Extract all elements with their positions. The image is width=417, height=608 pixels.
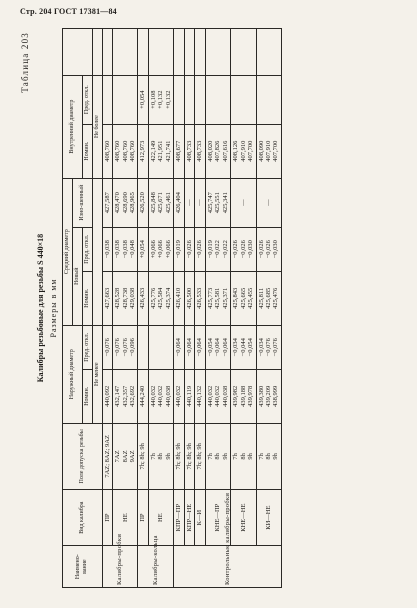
note-blank-md: [92, 178, 102, 325]
cell-od-nom: 439,982 439,188 439,978: [231, 369, 256, 423]
cell-md-worn: 426,404: [174, 178, 184, 227]
col-inner-diameter: Внутренний диаметр: [63, 75, 83, 178]
cell-od-nom: 440,032 440,032 440,038: [148, 369, 173, 423]
cell-spacer: [148, 29, 173, 76]
cell-type: КНЕ—НЕ: [231, 489, 256, 545]
table-row: [148, 29, 173, 588]
col-md-otkl: Пред. откл.: [82, 227, 92, 271]
col-id-nominal: Номин.: [82, 124, 92, 178]
group-label: Калибры-пробки: [102, 546, 138, 588]
cell-tol: 7h 8h 9h: [256, 423, 281, 489]
group-label: Калибры-кольца: [138, 546, 174, 588]
col-outer-diameter: Наружный диаметр: [63, 325, 83, 423]
units-caption: Размеры в мм: [49, 278, 58, 338]
col-od-otkl: Пред. откл.: [82, 325, 92, 369]
cell-md-nom: 428,528 428,738 429,038: [113, 271, 138, 325]
cell-tol: 7AZ 8AZ 9AZ: [113, 423, 138, 489]
cell-od-otkl: −0,064: [184, 325, 194, 369]
col-gauge-type: Вид калибра: [63, 489, 103, 545]
cell-spacer: [184, 29, 194, 76]
cell-type: ПР: [138, 489, 148, 545]
cell-type: НЕ: [148, 489, 173, 545]
cell-id-nom: 422,149 421,951 421,741: [148, 124, 173, 178]
cell-spacer: [174, 29, 184, 76]
cell-id-nom: 408,677: [174, 124, 184, 178]
table-row: [184, 29, 194, 588]
cell-id-otkl: +0,054: [138, 75, 148, 124]
cell-md-nom: 425,811 425,685 425,476: [256, 271, 281, 325]
note-not-more-id: Не более: [92, 75, 102, 178]
table-row: [256, 29, 281, 588]
cell-od-otkl: −0,064: [195, 325, 205, 369]
cell-md-worn: —: [184, 178, 194, 227]
cell-md-worn: 427,587: [102, 178, 112, 227]
cell-md-otkl: +0,066 +0,066 +0,066: [148, 227, 173, 271]
cell-type: КПР—НЕ: [184, 489, 194, 545]
cell-md-nom: 425,776 425,584 425,374: [148, 271, 173, 325]
table-row: [231, 29, 256, 588]
col-od-nominal: Номин.: [82, 369, 92, 423]
cell-md-worn: 425,747 425,551 425,341: [205, 178, 230, 227]
cell-od-nom: 439,380 439,209 438,999: [256, 369, 281, 423]
cell-md-otkl: −0,038: [102, 227, 112, 271]
cell-spacer: [102, 29, 112, 76]
cell-id-nom: 408,733: [195, 124, 205, 178]
cell-type: КИ—НЕ: [256, 489, 281, 545]
cell-tol: 7h; 8h; 9h: [174, 423, 184, 489]
cell-md-otkl: −0,019: [174, 227, 184, 271]
col-id-otkl: Пред. откл.: [82, 75, 92, 124]
cell-md-nom: 427,663: [102, 271, 112, 325]
page-header: Стр. 204 ГОСТ 17381—84: [20, 7, 117, 16]
cell-od-nom: 440,132: [195, 369, 205, 423]
note-not-less-od: Не менее: [92, 325, 102, 423]
cell-md-nom: 426,500: [184, 271, 194, 325]
cell-spacer: [231, 29, 256, 76]
table-row: [195, 29, 205, 588]
cell-md-otkl: −0,019 −0,022 −0,022: [205, 227, 230, 271]
cell-type: К—И: [195, 489, 205, 545]
cell-id-otkl: [231, 75, 256, 124]
cell-id-otkl: [205, 75, 230, 124]
table-row: [174, 29, 184, 588]
cell-spacer: [256, 29, 281, 76]
cell-id-nom: 408,090 407,910 407,700: [256, 124, 281, 178]
cell-md-nom: 426,410: [174, 271, 184, 325]
cell-od-nom: 440,092: [102, 369, 112, 423]
cell-od-otkl: −0,034 −0,044 −0,054: [231, 325, 256, 369]
cell-tol: 7AZ; 8AZ; 9AZ: [102, 423, 112, 489]
cell-id-otkl: [102, 75, 112, 124]
cell-id-otkl: +0,108 +0,132 +0,132: [148, 75, 173, 124]
cell-md-otkl: −0,026: [184, 227, 194, 271]
cell-od-nom: 432,147 432,357 432,692: [113, 369, 138, 423]
table-row: [138, 29, 148, 588]
col-spacer: [63, 29, 93, 76]
cell-id-otkl: [195, 75, 205, 124]
table-title: Калибры резьбовые для резьбы S 440×18: [36, 233, 45, 383]
cell-od-nom: 440,032 440,032 440,038: [205, 369, 230, 423]
cell-od-otkl: −0,034 −0,076 −0,076: [256, 325, 281, 369]
cell-md-nom: 425,773 425,581 425,371: [205, 271, 230, 325]
cell-md-worn: —: [195, 178, 205, 227]
col-md-nominal: Номин.: [82, 271, 92, 325]
cell-tol: 7h; 8h; 9h: [184, 423, 194, 489]
cell-md-otkl: −0,026 −0,026 −0,030: [256, 227, 281, 271]
cell-id-otkl: [113, 75, 138, 124]
cell-id-nom: 408,760 408,760 408,760: [113, 124, 138, 178]
cell-tol: 7h 8h 9h: [231, 423, 256, 489]
cell-od-nom: 444,240: [138, 369, 148, 423]
cell-tol: 7h 8h 9h: [205, 423, 230, 489]
note-blank-end: [92, 29, 102, 76]
cell-id-otkl: [256, 75, 281, 124]
cell-md-worn: 426,520: [138, 178, 148, 227]
cell-type: НЕ: [113, 489, 138, 545]
cell-md-nom: 425,843 425,665 425,455: [231, 271, 256, 325]
cell-id-otkl: [174, 75, 184, 124]
table-row: [113, 29, 138, 588]
cell-od-nom: 440,032: [174, 369, 184, 423]
cell-id-nom: 408,126 407,910 407,700: [231, 124, 256, 178]
cell-spacer: [205, 29, 230, 76]
cell-id-nom: 408,733: [184, 124, 194, 178]
cell-spacer: [195, 29, 205, 76]
cell-md-worn: —: [256, 178, 281, 227]
cell-od-otkl: [138, 325, 148, 369]
cell-md-nom: 426,533: [195, 271, 205, 325]
cell-spacer: [113, 29, 138, 76]
col-new: Новый: [72, 227, 82, 325]
cell-id-nom: 412,973: [138, 124, 148, 178]
cell-tol: 7h 8h 9h: [148, 423, 173, 489]
cell-md-worn: 425,848 425,671 425,461: [148, 178, 173, 227]
cell-tol: 7h; 8h; 9h: [138, 423, 148, 489]
cell-type: ПР: [102, 489, 112, 545]
table-row: [102, 29, 112, 588]
cell-md-worn: 428,470 428,690 428,965: [113, 178, 138, 227]
cell-md-otkl: +0,054: [138, 227, 148, 271]
cell-md-otkl: −0,038 −0,038 −0,048: [113, 227, 138, 271]
cell-type: КНЕ—ПР: [205, 489, 230, 545]
cell-type: КПР—ПР: [174, 489, 184, 545]
cell-tol: 7h; 8h; 9h: [195, 423, 205, 489]
cell-md-worn: —: [231, 178, 256, 227]
cell-od-nom: 440,119: [184, 369, 194, 423]
table-label: Таблица 203: [20, 32, 30, 93]
cell-md-nom: 426,433: [138, 271, 148, 325]
cell-id-nom: 408,020 407,826 407,616: [205, 124, 230, 178]
cell-md-otkl: −0,026: [195, 227, 205, 271]
cell-md-otkl: −0,026 −0,026 −0,030: [231, 227, 256, 271]
cell-spacer: [138, 29, 148, 76]
cell-id-nom: 408,760: [102, 124, 112, 178]
cell-id-otkl: [184, 75, 194, 124]
col-name: Наимено-вание: [63, 546, 103, 588]
cell-od-otkl: −0,076 −0,076 −0,096: [113, 325, 138, 369]
gauge-table: [62, 28, 282, 588]
col-tolerance: Поле допуска резьбы: [63, 423, 103, 489]
cell-od-otkl: −0,064: [174, 325, 184, 369]
col-middle-diameter: Средний диаметр: [63, 178, 73, 325]
group-label: Контрольные калибры-пробки: [174, 546, 282, 588]
cell-od-otkl: −0,054 −0,064 −0,064: [205, 325, 230, 369]
table-body: [102, 29, 281, 588]
cell-od-otkl: −0,076: [102, 325, 112, 369]
col-worn: Изно-шенный: [72, 178, 92, 227]
rotated-content: [20, 28, 402, 588]
cell-od-otkl: [148, 325, 173, 369]
